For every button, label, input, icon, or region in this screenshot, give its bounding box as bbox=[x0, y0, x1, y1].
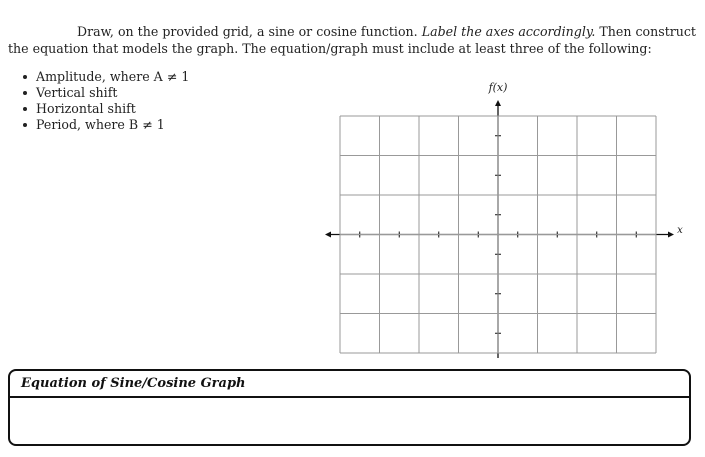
y-axis-label: f(x) bbox=[488, 81, 508, 94]
requirement-item: Horizontal shift bbox=[20, 101, 189, 117]
instructions-part1: Draw, on the provided grid, a sine or cosine function. bbox=[77, 24, 418, 39]
requirement-item: Period, where B ≠ 1 bbox=[20, 117, 189, 133]
equation-answer-area[interactable] bbox=[10, 398, 689, 444]
instructions bbox=[8, 24, 696, 57]
grid-canvas[interactable] bbox=[325, 78, 690, 358]
requirements-list bbox=[20, 69, 189, 133]
answer-box-title: Equation of Sine/Cosine Graph bbox=[10, 371, 689, 398]
coordinate-grid[interactable] bbox=[325, 78, 690, 358]
requirement-item: Amplitude, where A ≠ 1 bbox=[20, 69, 189, 85]
x-axis-arrow-left bbox=[325, 232, 331, 238]
instructions-part2: Label the axes accordingly. bbox=[421, 24, 596, 39]
requirement-item: Vertical shift bbox=[20, 85, 189, 101]
x-axis-arrow-right bbox=[668, 232, 674, 238]
instructions-part3: Then construct the equation that models the graph. The equation/graph must include at least three of the following: bbox=[8, 24, 696, 56]
x-axis-label: x bbox=[677, 225, 683, 236]
y-axis-arrow-up bbox=[495, 100, 501, 106]
equation-answer-box bbox=[8, 369, 691, 446]
